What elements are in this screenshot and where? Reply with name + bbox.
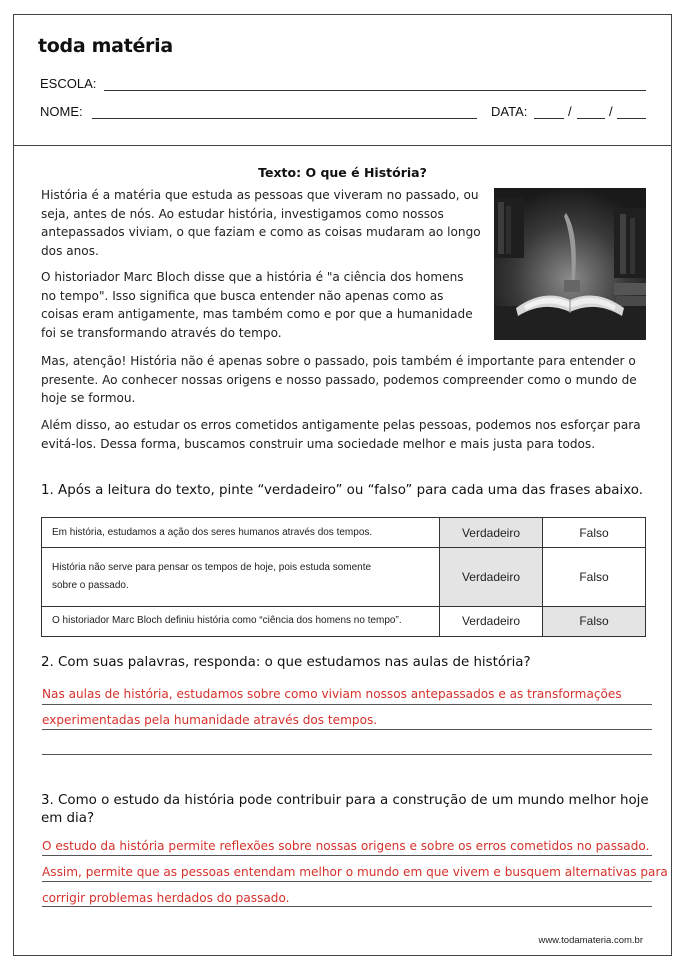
text-line: evitá-los. Dessa forma, buscamos construir uma sociedade melhor e mais justa para todos. [41,436,596,451]
paragraph-4 [41,416,661,453]
true-option[interactable]: Verdadeiro [440,606,543,636]
false-option[interactable]: Falso [543,606,646,636]
open-book-quill-image [494,188,646,340]
statement-cell [42,548,440,607]
date-day-field[interactable] [534,118,564,119]
paragraph-2 [41,268,486,342]
text-line: coisas eram antigamente, mas também como e por que a humanidade [41,307,473,322]
date-separator: / [609,104,613,119]
text-line: O historiador Marc Bloch disse que a história é "a ciência dos homens [41,270,464,284]
answer-line[interactable] [42,754,652,755]
statement-cell: Em história, estudamos a ação dos seres humanos através dos tempos. [42,518,440,548]
answer-line-text: Nas aulas de história, estudamos sobre como viviam nossos antepassados e as transformações [42,687,622,701]
true-option[interactable]: Verdadeiro [440,548,543,607]
answer-line-text: Assim, permite que as pessoas entendam melhor o mundo em que vivem e busquem alternativas para [42,865,668,879]
text-line: foi se transformando através do tempo. [41,325,282,340]
question-2: 2. Com suas palavras, responda: o que estudamos nas aulas de história? [41,655,531,670]
book-photo [494,188,646,340]
question-1: 1. Após a leitura do texto, pinte “verdadeiro” ou “falso” para cada uma das frases abaixo. [41,483,643,498]
table-row [42,518,646,548]
text-line: no tempo". Isso significa que busca entender não apenas como as [41,288,444,303]
table-row [42,548,646,607]
name-label: NOME: [40,104,83,119]
text-line: Além disso, ao estudar os erros cometidos antigamente pelas pessoas, podemos nos esforçar para [41,418,641,432]
question-line: em dia? [41,811,95,826]
statement-line: sobre o passado. [52,579,129,591]
logo: toda matéria [38,35,173,57]
table-row [42,606,646,636]
answer-line[interactable] [42,729,652,730]
reading-title: Texto: O que é História? [258,165,427,180]
answer-line-text: O estudo da história permite reflexões sobre nossas origens e sobre os erros cometidos no passado. [42,839,650,853]
date-month-field[interactable] [577,118,605,119]
question-3 [41,792,649,828]
school-field[interactable] [104,90,646,91]
footer-url[interactable]: www.todamateria.com.br [538,935,643,946]
true-false-table [41,517,646,637]
text-line: presente. Ao conhecer nossas origens e nosso passado, podemos compreender como o mundo de [41,372,637,387]
date-label: DATA: [491,104,528,119]
statement-line: História não serve para pensar os tempos de hoje, pois estuda somente [52,561,372,573]
worksheet [13,14,672,956]
paragraph-1 [41,186,486,260]
text-line: Mas, atenção! História não é apenas sobre o passado, pois também é importante para entender o [41,354,636,368]
false-option[interactable]: Falso [543,548,646,607]
date-year-field[interactable] [617,118,646,119]
answer-line[interactable] [42,881,652,882]
paragraph-3 [41,352,661,408]
answer-line-text: corrigir problemas herdados do passado. [42,891,290,905]
text-line: dos anos. [41,243,99,258]
answer-line-text: experimentadas pela humanidade através dos tempos. [42,713,378,727]
text-line: História é a matéria que estuda as pessoas que viveram no passado, ou [41,188,479,202]
answer-line[interactable] [42,855,652,856]
statement-cell: O historiador Marc Bloch definiu história como “ciência dos homens no tempo”. [42,606,440,636]
date-separator: / [568,104,572,119]
answer-line[interactable] [42,704,652,705]
name-field[interactable] [92,118,477,119]
text-line: antepassados viviam, o que faziam e como as coisas mudaram ao longo [41,225,481,240]
text-line: seja, antes de nós. Ao estudar história, investigamos como nossos [41,206,444,221]
text-line: hoje se formou. [41,391,136,406]
false-option[interactable]: Falso [543,518,646,548]
true-option[interactable]: Verdadeiro [440,518,543,548]
worksheet-header [14,15,671,146]
question-line: 3. Como o estudo da história pode contribuir para a construção de um mundo melhor hoje [41,793,649,808]
school-label: ESCOLA: [40,76,97,91]
answer-line[interactable] [42,906,652,907]
